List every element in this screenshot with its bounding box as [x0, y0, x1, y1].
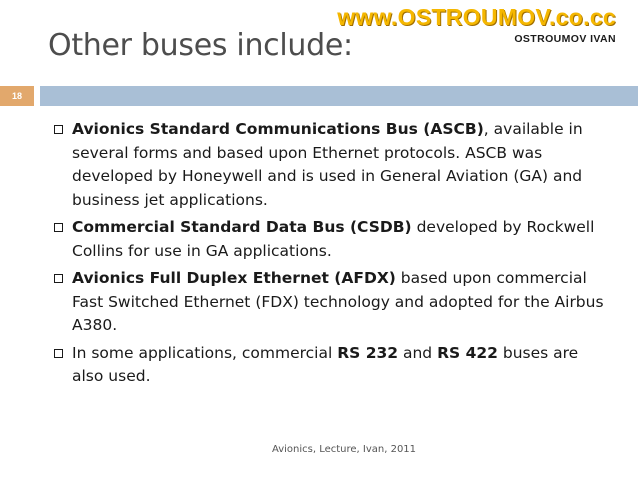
slide-title: Other buses include: [48, 28, 353, 63]
bullet-item [54, 118, 614, 212]
bullet-term: RS 422 [437, 343, 498, 362]
bullet-term: Commercial Standard Data Bus (CSDB) [72, 218, 412, 236]
slide-number-badge: 18 [0, 86, 34, 106]
bullet-text: , available in several forms and based upon Ethernet protocols. ASCB was developed by Honeywell and is used in General Aviation (GA) and business jet applications. [72, 120, 583, 209]
watermark-url: www.OSTROUMOV.co.cc [337, 4, 616, 30]
bullet-term: RS 232 [337, 343, 399, 362]
square-bullet-icon [54, 274, 63, 283]
header-bar [40, 86, 638, 106]
square-bullet-icon [54, 349, 63, 358]
watermark-author: OSTROUMOV IVAN [514, 33, 616, 45]
bullet-text: based upon commercial Fast Switched Ethernet (FDX) technology and adopted for the Airbus A380. [72, 269, 604, 334]
slide-footer: Avionics, Lecture, Ivan, 2011 [271, 444, 417, 455]
square-bullet-icon [54, 223, 63, 232]
bullet-text: developed by Rockwell Collins for use in GA applications. [72, 218, 595, 260]
bullet-item [54, 267, 614, 338]
bullet-list [54, 118, 614, 393]
bullet-item [54, 216, 614, 263]
bullet-term: Avionics Full Duplex Ethernet (AFDX) [72, 269, 396, 287]
bullet-item [54, 342, 614, 389]
bullet-text: In some applications, commercial [72, 343, 338, 362]
bullet-text: buses are also used. [72, 343, 579, 385]
bullet-term: Avionics Standard Communications Bus (ASCB) [72, 120, 484, 138]
bullet-text: and [398, 343, 438, 362]
square-bullet-icon [54, 125, 63, 134]
